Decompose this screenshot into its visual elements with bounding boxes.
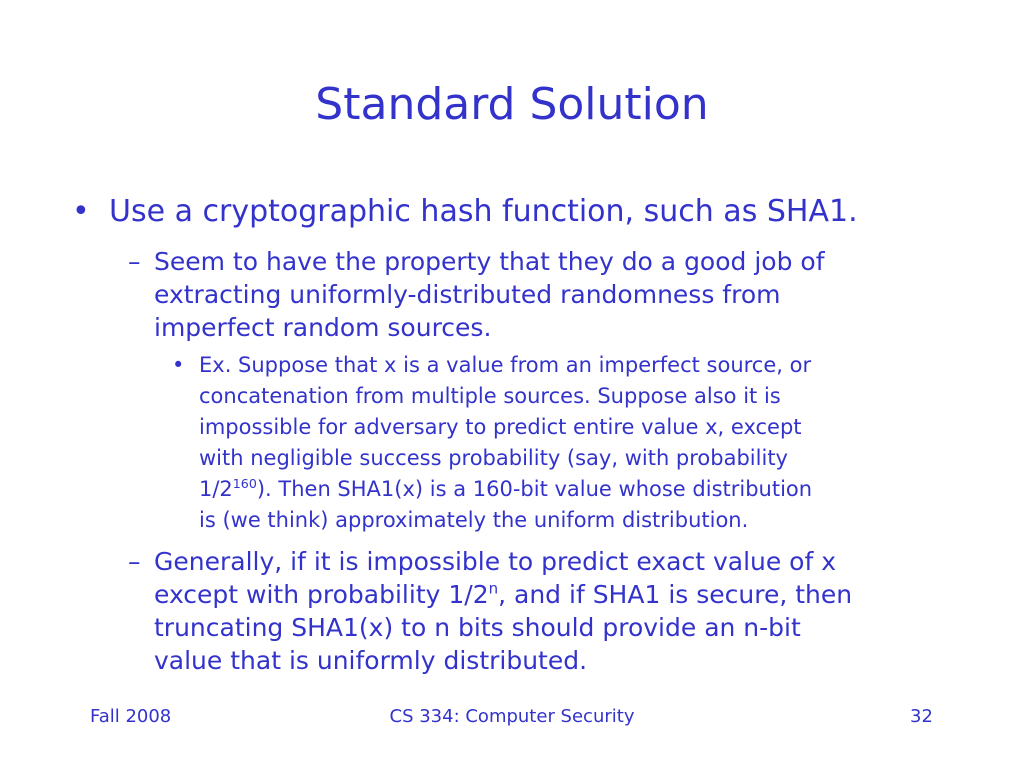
sub-sub-bullet-line: with negligible success probability (say, with probability xyxy=(199,446,788,470)
line-text: , and if SHA1 is secure, then xyxy=(498,580,853,609)
bullet-text: Use a cryptographic hash function, such as SHA1. xyxy=(109,194,858,229)
sub-bullet-line: Seem to have the property that they do a good job of xyxy=(154,247,825,276)
sub-bullet-line: value that is uniformly distributed. xyxy=(154,646,588,675)
line-text: ). Then SHA1(x) is a 160-bit value whose distribution xyxy=(256,477,813,501)
dash-marker: – xyxy=(128,547,141,576)
footer-course: CS 334: Computer Security xyxy=(389,706,635,727)
sub-sub-bullet-line: impossible for adversary to predict entire value x, except xyxy=(199,415,802,439)
exponent: n xyxy=(488,579,499,598)
sub-sub-bullet-line: Ex. Suppose that x is a value from an imperfect source, or xyxy=(199,353,812,377)
sub-bullet-line xyxy=(154,578,852,611)
page-number: 32 xyxy=(910,706,933,727)
sub-sub-bullet-line: concatenation from multiple sources. Suppose also it is xyxy=(199,384,781,408)
slide-title: Standard Solution xyxy=(315,79,709,130)
sub-bullet-line: imperfect random sources. xyxy=(154,313,492,342)
line-text: 1/2 xyxy=(199,477,233,501)
sub-bullet-line: extracting uniformly-distributed randomness from xyxy=(154,280,781,309)
exponent: 160 xyxy=(232,476,257,491)
sub-bullet-line: Generally, if it is impossible to predict exact value of x xyxy=(154,547,837,576)
footer-date: Fall 2008 xyxy=(90,706,172,727)
line-text: except with probability 1/2 xyxy=(154,580,489,609)
sub-sub-bullet-line: is (we think) approximately the uniform distribution. xyxy=(199,508,749,532)
bullet-marker: • xyxy=(72,194,90,229)
sub-sub-bullet-line xyxy=(199,474,812,505)
dash-marker: – xyxy=(128,247,141,276)
bullet-marker: • xyxy=(172,353,185,377)
sub-bullet-line: truncating SHA1(x) to n bits should provide an n-bit xyxy=(154,613,801,642)
